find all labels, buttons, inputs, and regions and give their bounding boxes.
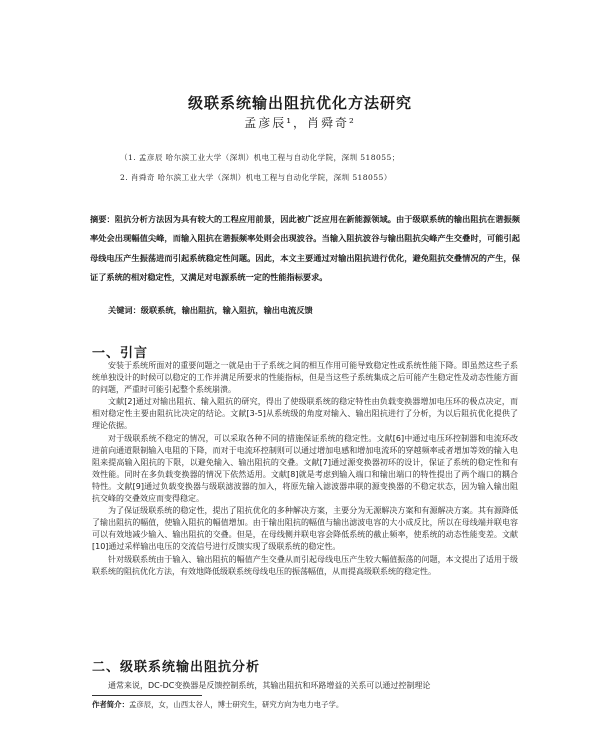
section-1-body	[92, 360, 518, 578]
affiliation-2: 2. 肖舜奇 哈尔滨工业大学（深圳）机电工程与自动化学院，深圳 518055）	[120, 173, 392, 182]
paragraph: 文献[2]通过对输出阻抗、输入阻抗的研究，得出了使级联系统的稳定特性由负载变换器增加电压环的极点决定，而相对稳定性主要由阻抗比决定的结论。文献[3-5]从系统级的角度对输入、输出阻抗进行了分析，为以后阻抗优化提供了理论依据。	[92, 397, 518, 431]
footnote-rule	[92, 695, 202, 696]
paper-authors: 孟彦辰¹，肖舜奇²	[244, 116, 356, 130]
footnote-label: 作者简介：	[92, 700, 129, 709]
paragraph: 安装于系统所面对的重要问题之一就是由于子系统之间的相互作用可能导致稳定性或系统性能下降。即虽然这些子系统单独设计的时候可以稳定的工作并满足所要求的性能指标，但是当这些子系统集成之后可能产生稳定性及动态性能方面的问题，严重时可能引起整个系统崩溃。	[92, 361, 518, 395]
footnote	[92, 699, 522, 710]
section-1-heading: 一、引言	[92, 346, 149, 361]
paragraph: 对于级联系统不稳定的情况，可以采取各种不同的措施保证系统的稳定性。文献[6]中通过电压环控制器和电流环改进前向通道限制输入电阻的下降，而对于电流环控制则可以通过增加电感和增加电流环的穿越频率或者增加等效的输入电阻来提高输入阻抗的下限，以避免输入、输出阻抗的交叠。文献[7]通过源变换器初环的设计，保证了系统的稳定性和有效性能。同时在多负载变换器的情况下依然适用。文献[8]就是考虑到输入端口和输出端口的特性提出了两个端口的耦合特性。文献[9]通过负载变换器与级联滤波器的加入，将原先输入滤波器串联的源变换器的不稳定状态，因为输入输出阻抗交峰的交叠效应而变得稳定。	[92, 433, 518, 504]
keywords-text: 级联系统，输出阻抗，输入阻抗，输出电流反馈	[140, 305, 313, 315]
paragraph: 针对级联系统由于输入、输出阻抗的幅值产生交叠从而引起母线电压产生较大幅值振荡的问题，本文提出了适用于级联系统的阻抗优化方法，有效地降低级联系统母线电压的振荡幅值，从而提高级联系统的稳定性。	[92, 554, 518, 576]
abstract-label: 摘要：	[90, 214, 115, 224]
abstract	[90, 210, 520, 288]
keywords	[108, 305, 528, 316]
footnote-text: 孟彦辰，女，山西太谷人，博士研究生，研究方向为电力电子学。	[128, 700, 344, 709]
affiliation-1: （1. 孟彦辰 哈尔滨工业大学（深圳）机电工程与自动化学院，深圳 518055；	[120, 153, 400, 162]
paper-title: 级联系统输出阻抗优化方法研究	[187, 94, 412, 112]
paragraph: 为了保证级联系统的稳定性，提出了阻抗优化的多种解决方案，主要分为无源解决方案和有源解决方案。其有源降低了输出阻抗的幅值，使输入阻抗的幅值增加。由于输出阻抗的幅值与输出滤波电容的大小成反比，所以在母线端并联电容可以有效地减少输入、输出阻抗的交叠。但是，在母线侧并联电容会降低系统的截止频率，使系统的动态性能变差。文献[10]通过采样输出电压的交流信号进行反馈实现了级联系统的稳定性。	[92, 506, 518, 552]
keywords-label: 关键词：	[108, 305, 141, 315]
section-2-body: 通常来说，DC-DC变换器是反馈控制系统，其输出阻抗和环路增益的关系可以通过控制理论	[108, 681, 431, 690]
section-2-heading: 二、级联系统输出阻抗分析	[92, 660, 261, 675]
abstract-text: 阻抗分析方法因为具有较大的工程应用前景，因此被广泛应用在新能源领域。由于级联系统的输出阻抗在谐振频率处会出现幅值尖峰，而输入阻抗在谐振频率处则会出现波谷。当输入阻抗波谷与输出阻抗尖峰产生交叠时，可能引起母线电压产生振荡进而引起系统稳定性问题。因此，本文主要通过对输出阻抗进行优化，避免阻抗交叠情况的产生，保证了系统的相对稳定性，又满足对电源系统一定的性能指标要求。	[90, 214, 520, 283]
